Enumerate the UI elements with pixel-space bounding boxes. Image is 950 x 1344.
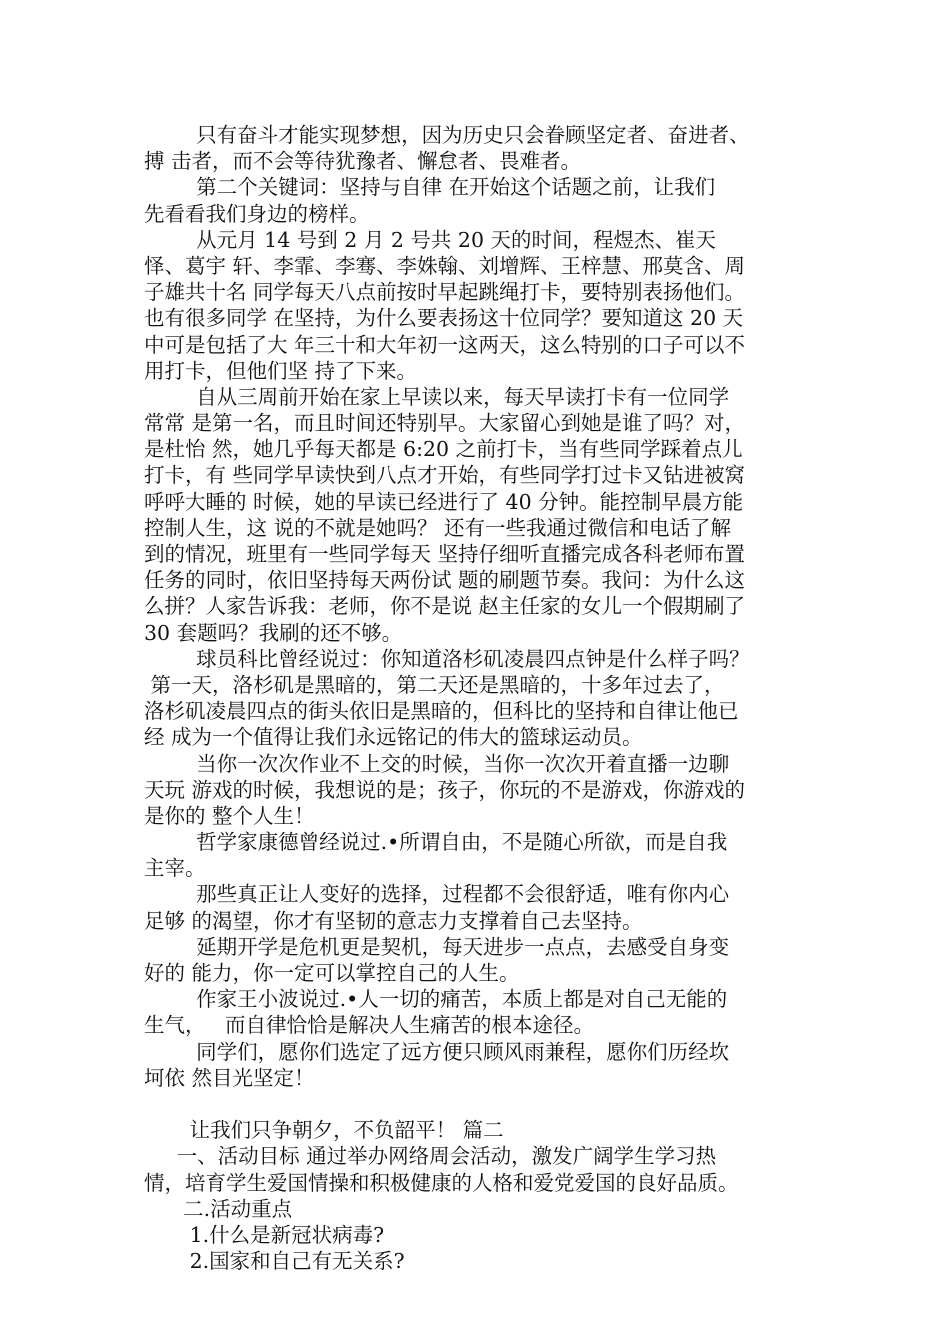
text-line: 常常 是第一名，而且时间还特别早。大家留心到她是谁了吗？对， <box>144 411 746 436</box>
text-line: 先看看我们身边的榜样。 <box>144 201 370 226</box>
document-body <box>144 122 814 1274</box>
text-line: 作家王小波说过.•人一切的痛苦，本质上都是对自己无能的 <box>144 987 728 1012</box>
text-line: 是杜怡 然，她几乎每天都是 6:20 之前打卡，当有些同学踩着点儿 <box>144 437 743 462</box>
text-line: 第一天，洛杉矶是黑暗的，第二天还是黑暗的，十多年过去了， <box>144 672 725 697</box>
list-item: 2.国家和自己有无关系? <box>144 1249 405 1274</box>
text-line: 足够 的渴望，你才有坚韧的意志力支撑着自己去坚持。 <box>144 908 643 933</box>
list-item: 1.什么是新冠状病毒? <box>144 1222 385 1247</box>
text-line: 延期开学是危机更是契机，每天进步一点点，去感受自身变 <box>144 934 730 959</box>
text-line: 打卡，有 些同学早读快到八点才开始，有些同学打过卡又钻进被窝 <box>144 463 746 488</box>
text-line: 自从三周前开始在家上早读以来，每天早读打卡有一位同学 <box>144 384 730 409</box>
text-line: 情，培育学生爱国情操和积极健康的人格和爱党爱国的良好品质。 <box>144 1170 739 1195</box>
text-line: 洛杉矶凌晨四点的街头依旧是黑暗的，但科比的坚持和自律让他已 <box>144 699 739 724</box>
text-line: 生气， 而自律恰恰是解决人生痛苦的根本途径。 <box>144 1013 595 1038</box>
text-line: 天玩 游戏的时候，我想说的是；孩子，你玩的不是游戏，你游戏的 <box>144 777 746 802</box>
text-line: 一、活动目标 通过举办网络周会活动，激发广阔学生学习热 <box>144 1144 717 1169</box>
text-line: 中可是包括了大 年三十和大年初一这两天，这么特别的口子可以不 <box>144 332 746 357</box>
text-line: 只有奋斗才能实现梦想，因为历史只会眷顾坚定者、奋进者、 <box>144 123 750 147</box>
text-line: 怿、葛宇 轩、李霏、李骞、李姝翰、刘增辉、王梓慧、邢莫含、周 <box>144 253 746 278</box>
text-line: 坷依 然目光坚定！ <box>144 1065 315 1090</box>
text-line: 到的情况，班里有一些同学每天 坚持仔细听直播完成各科老师布置 <box>144 542 746 566</box>
text-line: 呼呼大睡的 时候，她的早读已经进行了 40 分钟。能控制早晨方能 <box>144 489 744 514</box>
text-line: 好的 能力，你一定可以掌控自己的人生。 <box>144 961 520 985</box>
text-line: 用打卡，但他们坚 持了下来。 <box>144 358 418 383</box>
text-line: 那些真正让人变好的选择，过程都不会很舒适，唯有你内心 <box>144 882 730 907</box>
text-line: 同学们，愿你们选定了远方便只顾风雨兼程，愿你们历经坎 <box>144 1039 730 1064</box>
text-line: 第二个关键词：坚持与自律 在开始这个话题之前，让我们 <box>144 175 716 200</box>
text-line: 也有很多同学 在坚持，为什么要表扬这十位同学？要知道这 20 天 <box>144 306 744 331</box>
text-line: 哲学家康德曾经说过.•所谓自由，不是随心所欲，而是自我 <box>144 830 728 855</box>
text-line: 从元月 14 号到 2 月 2 号共 20 天的时间，程煜杰、崔天 <box>144 227 717 252</box>
text-line: 球员科比曾经说过：你知道洛杉矶凌晨四点钟是什么样子吗？ <box>144 646 750 671</box>
text-line: 子雄共十名 同学每天八点前按时早起跳绳打卡，要特别表扬他们。 <box>144 280 746 305</box>
text-line: 任务的同时，依旧坚持每天两份试 题的刷题节奏。我问：为什么这 <box>144 568 746 593</box>
text-line: 搏 击者，而不会等待犹豫者、懈怠者、畏难者。 <box>144 149 582 174</box>
text-line: 么拼？人家告诉我：老师，你不是说 赵主任家的女儿一个假期刷了 <box>144 594 746 619</box>
section-title: 让我们只争朝夕，不负韶平！ 篇二 <box>144 1118 504 1143</box>
text-line: 30 套题吗？我刷的还不够。 <box>144 620 403 645</box>
text-line: 当你一次次作业不上交的时候，当你一次次开着直播一边聊 <box>144 751 730 776</box>
list-heading: 二.活动重点 <box>144 1196 293 1221</box>
paragraph-gap <box>144 1091 814 1117</box>
text-line: 是你的 整个人生！ <box>144 803 315 828</box>
text-line: 主宰。 <box>144 856 206 881</box>
text-line: 控制人生，这 说的不就是她吗？ 还有一些我通过微信和电话了解 <box>144 515 732 540</box>
text-line: 经 成为一个值得让我们永远铭记的伟大的篮球运动员。 <box>144 725 643 750</box>
